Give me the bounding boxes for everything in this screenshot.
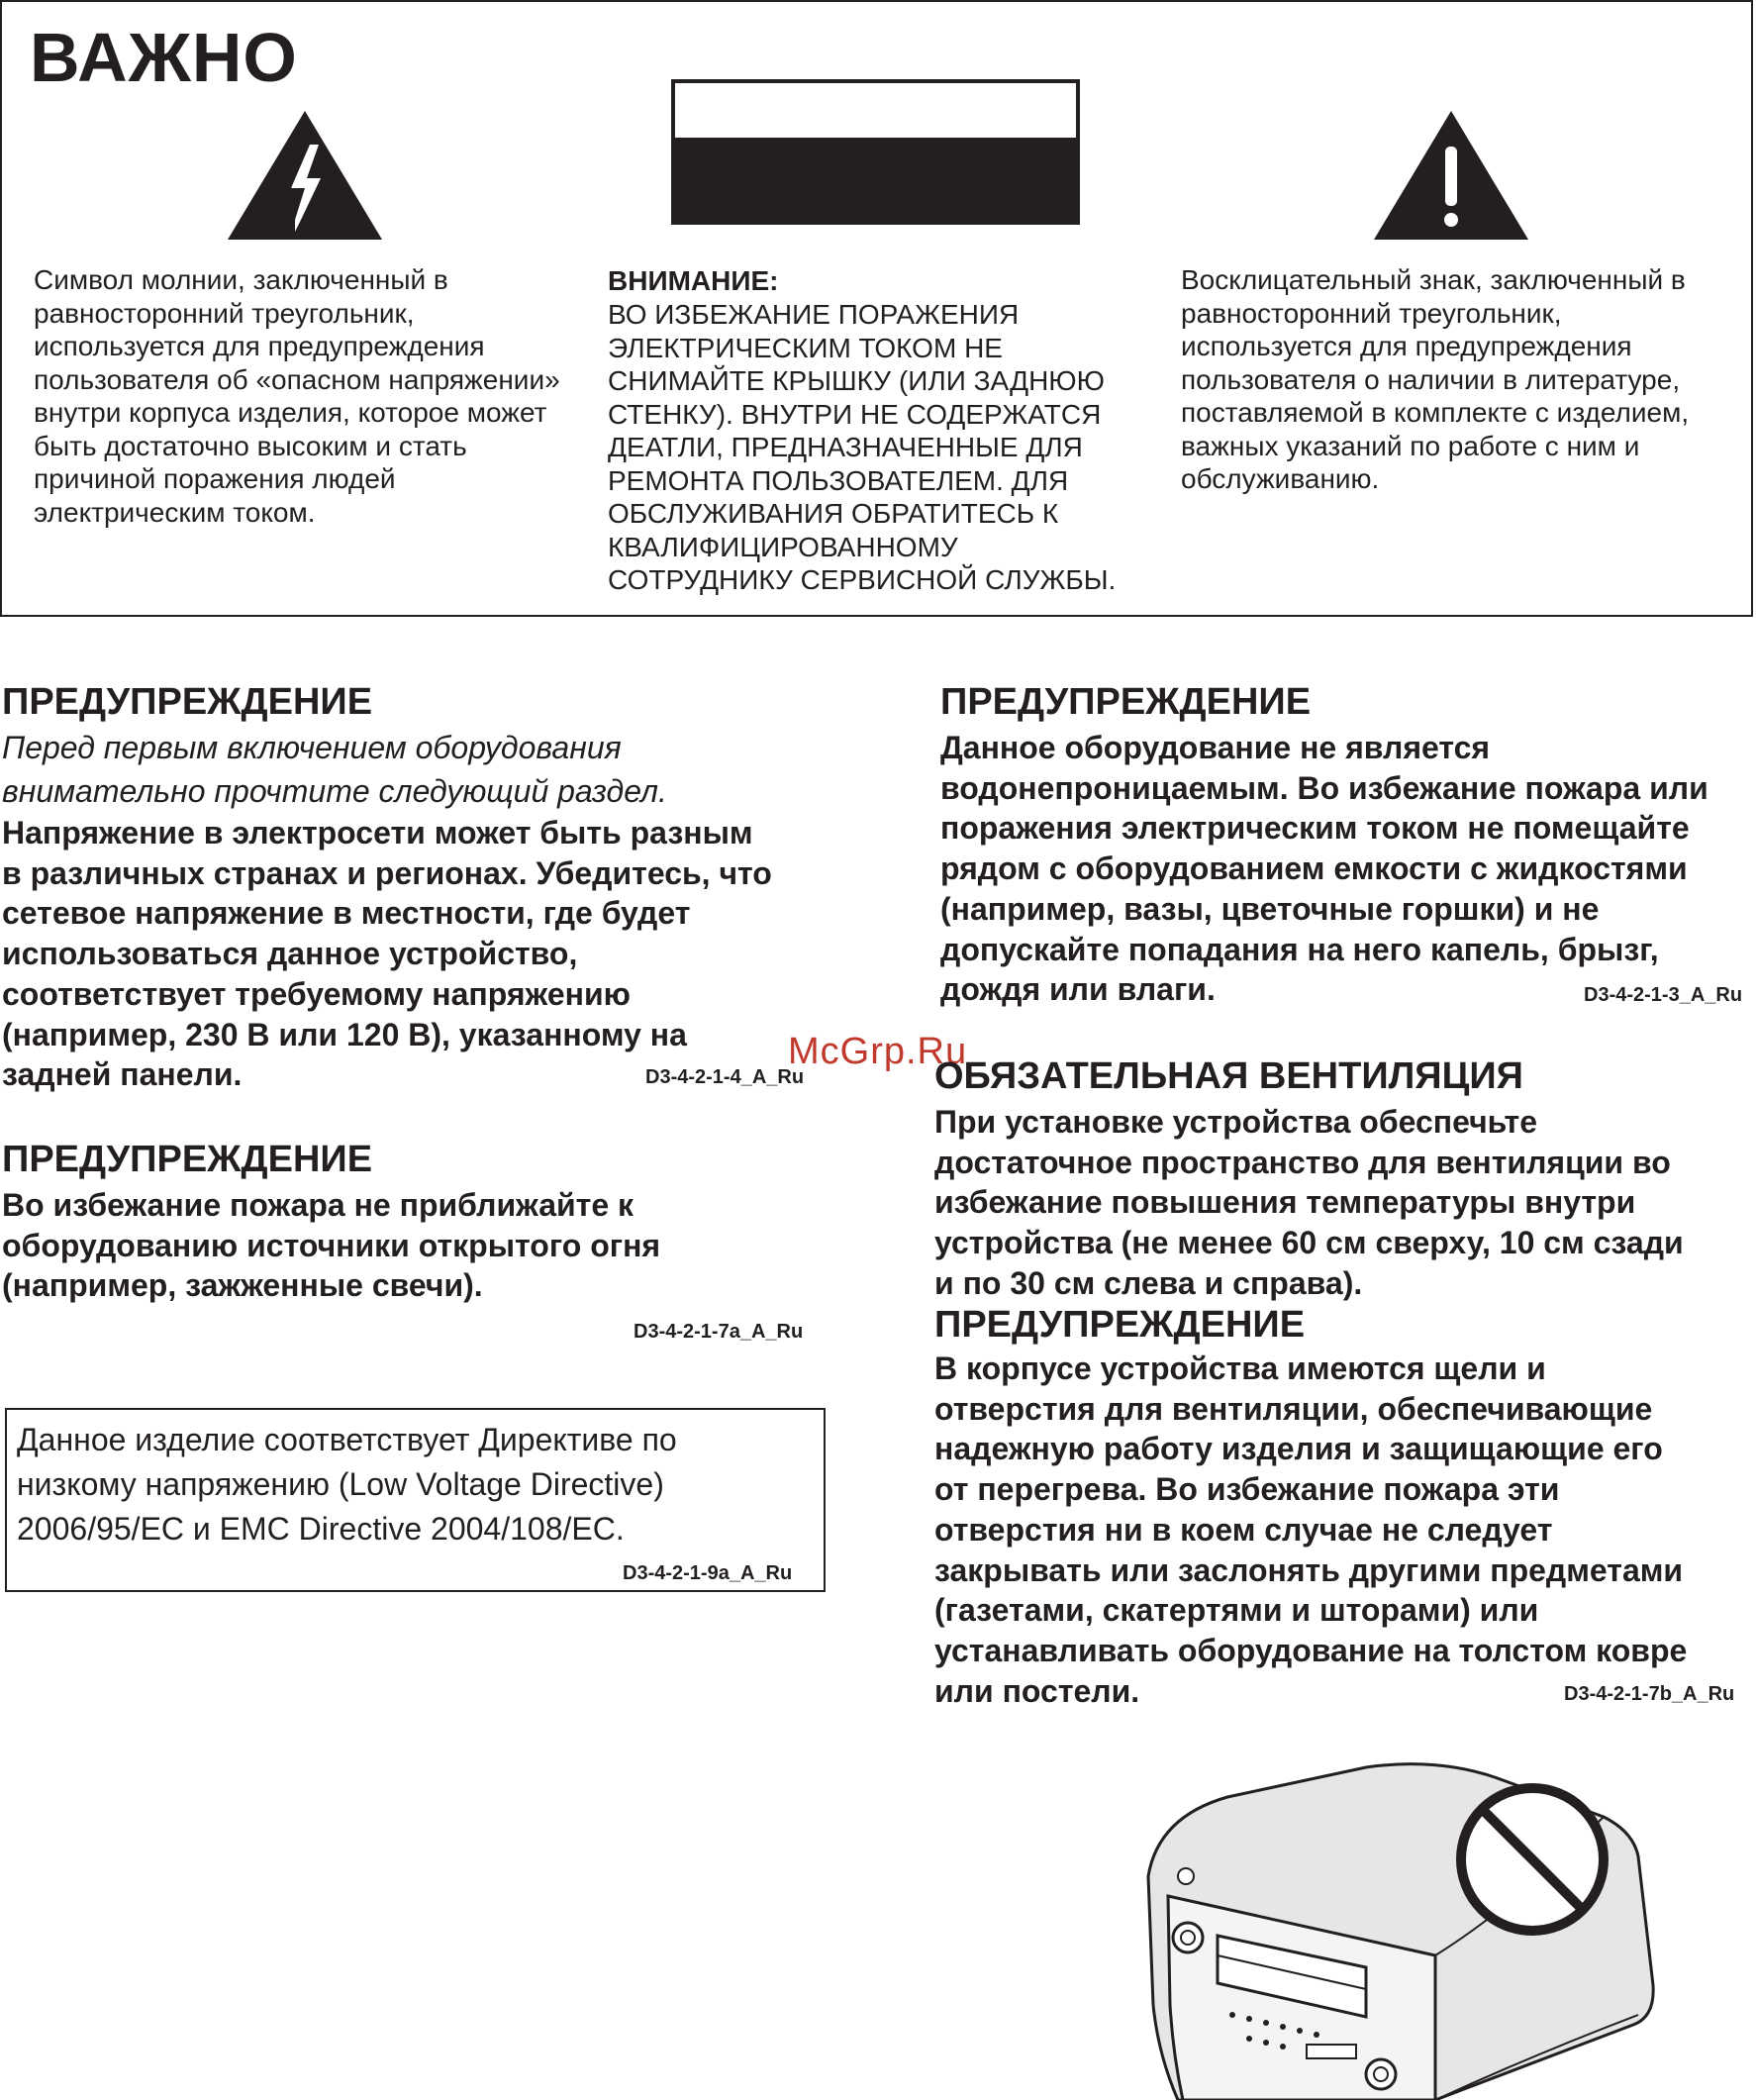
warning-fire-text: Во избежание пожара не приближайте к оборудованию источники открытого огня (например, зажженные свечи). (2, 1187, 661, 1304)
warning-voltage-code: D3-4-2-1-4_A_Ru (645, 1066, 805, 1088)
ventilation-text: При установке устройства обеспечьте достаточное пространство для вентиляции во избежание повышения температуры внутри устройства (не менее 60 см сверху, 10 см сзади и по 30 см слева и справа). (934, 1104, 1684, 1301)
warning-vents-code: D3-4-2-1-7b_A_Ru (1564, 1683, 1735, 1705)
warning-vents-heading: ПРЕДУПРЕЖДЕНИЕ (934, 1304, 1306, 1346)
warning-water-text: Данное оборудование не является водонепроницаемым. Во избежание пожара или поражения электрическим током не помещайте рядом с оборудованием емкости с жидкостями (например, вазы, цветочные горшки) и не допускайте попадания на него капель, брызг, дождя или влаги. (940, 730, 1708, 1008)
warning-fire-code: D3-4-2-1-7a_A_Ru (634, 1321, 804, 1343)
lightning-symbol-description: Символ молнии, заключенный в равносторонний треугольник, используется для предупреждения пользователя об «опасном напряжении» внутри корпуса изделия, которое может быть достаточно высоким и стать причиной поражения людей электрическим током. (34, 264, 560, 528)
covered-receiver-prohibited-icon (1138, 1757, 1756, 2100)
directive-code: D3-4-2-1-9a_A_Ru (623, 1562, 793, 1584)
caution-label-icon (671, 79, 1080, 225)
warning-voltage-text: Напряжение в электросети может быть разным в различных странах и регионах. Убедитесь, что сетевое напряжение в местности, где будет использоваться данное устройство, соответствует требуемому напряжению (например, 230 В или 120 В), указанному на задней панели. (2, 815, 772, 1093)
ventilation-heading: ОБЯЗАТЕЛЬНАЯ ВЕНТИЛЯЦИЯ (934, 1055, 1523, 1097)
watermark: McGrp.Ru (788, 1031, 968, 1072)
caution-text: ВО ИЗБЕЖАНИЕ ПОРАЖЕНИЯ ЭЛЕКТРИЧЕСКИМ ТОКОМ НЕ СНИМАЙТЕ КРЫШКУ (ИЛИ ЗАДНЮЮ СТЕНКУ). ВНУТРИ НЕ СОДЕРЖАТСЯ ДЕАТЛИ, ПРЕДНАЗНАЧЕННЫЕ ДЛЯ РЕМОНТА ПОЛЬЗОВАТЕЛЕМ. ДЛЯ ОБСЛУЖИВАНИЯ ОБРАТИТЕСЬ К КВАЛИФИЦИРОВАННОМУ СОТРУДНИКУ СЕРВИСНОЙ СЛУЖБЫ. (608, 299, 1117, 595)
caution-heading: ВНИМАНИЕ: (608, 265, 779, 296)
caution-label-band (675, 138, 1076, 221)
exclamation-warning-icon (1372, 109, 1530, 242)
directive-text: Данное изделие соответствует Директиве по низкому напряжению (Low Voltage Directive) 2006/95/EC и EMC Directive 2004/108/EC. (17, 1422, 677, 1547)
warning-water-code: D3-4-2-1-3_A_Ru (1584, 984, 1743, 1006)
warning-water-heading: ПРЕДУПРЕЖДЕНИЕ (940, 681, 1312, 723)
important-title: ВАЖНО (30, 19, 298, 96)
warning-voltage-intro: Перед первым включением оборудования внимательно прочтите следующий раздел. (2, 730, 667, 809)
warning-vents-text: В корпусе устройства имеются щели и отверстия для вентиляции, обеспечивающие надежную работу изделия и защищающие его от перегрева. Во избежание пожара эти отверстия ни в коем случае не следует закрывать или заслонять другими предметами (газетами, скатертями и шторами) или устанавливать оборудование на толстом ковре или постели. (934, 1350, 1688, 1709)
exclamation-symbol-description: Восклицательный знак, заключенный в равносторонний треугольник, используется для предупреждения пользователя о наличии в литературе, поставляемой в комплекте с изделием, важных указаний по работе с ним и обслуживанию. (1181, 264, 1690, 494)
warning-voltage-heading: ПРЕДУПРЕЖДЕНИЕ (2, 681, 373, 723)
lightning-warning-icon (226, 109, 384, 242)
warning-fire-heading: ПРЕДУПРЕЖДЕНИЕ (2, 1139, 373, 1180)
